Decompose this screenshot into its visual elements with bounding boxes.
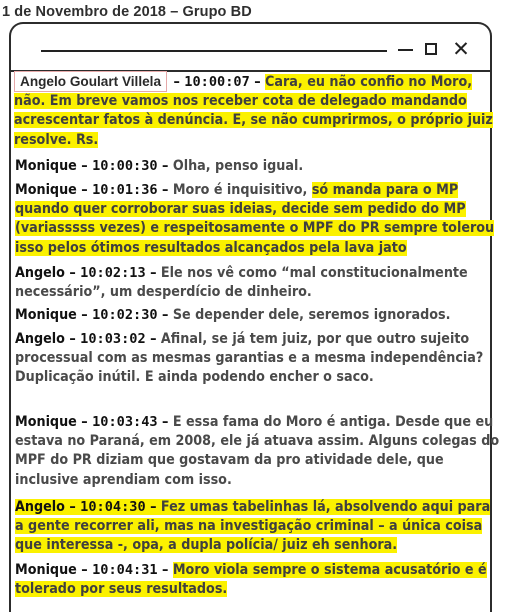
highlighted-text: Fez umas tabelinhas lá, absolvendo aqui para a gente recorrer ali, mas na investigação criminal – a única coisa que interessa -, opa, a dupla polícia/ juiz eh senhora.: [15, 499, 491, 554]
timestamp: 10:02:30: [92, 307, 158, 323]
chat-message: [15, 264, 503, 302]
sender-name: Monique: [15, 307, 77, 323]
message-text: Moro é inquisitivo,: [172, 182, 312, 198]
maximize-icon[interactable]: [421, 38, 441, 60]
separator: –: [157, 414, 173, 430]
separator: –: [64, 265, 81, 281]
separator: –: [64, 331, 81, 347]
message-text: Ele nos vê como “mal constitucionalmente necessário”, um desperdício de dinheiro.: [15, 265, 468, 301]
separator: –: [157, 182, 173, 198]
page-header: 1 de Novembro de 2018 – Grupo BD: [2, 4, 252, 20]
chat-message: [15, 330, 503, 388]
timestamp: 10:03:43: [92, 414, 158, 430]
timestamp: 10:03:02: [80, 331, 146, 347]
chat-message: [15, 181, 503, 258]
message-text: Afinal, se já tem juiz, por que outro sujeito processual com as mesmas garantias e a mesma independência? Duplicação inútil. E ainda podendo encher o saco.: [15, 331, 484, 386]
separator: –: [145, 331, 161, 347]
separator: –: [76, 414, 93, 430]
separator: –: [169, 74, 185, 90]
chat-message: [14, 71, 502, 150]
highlighted-text: só manda para o MP quando quer corroborar suas ideias, decide sem pedido do MP (variasssss vezes) e respeitosamente o MPF do PR sempre tolerou isso pelos ótimos resultados alcançados pela lava jato: [15, 182, 495, 256]
separator: –: [145, 499, 161, 515]
separator: –: [145, 265, 161, 281]
separator: –: [76, 158, 93, 174]
message-text: Olha, penso igual.: [172, 158, 304, 174]
timestamp: 10:04:31: [92, 562, 158, 578]
chat-message: [15, 413, 503, 490]
sender-name: Monique: [15, 414, 77, 430]
highlighted-text: Cara, eu não confio no Moro, não. Em breve vamos nos receber cota de delegado mandando acrescentar fatos à denúncia. E, se não cumprirmos, o próprio juiz resolve. Rs.: [14, 74, 493, 148]
close-icon[interactable]: ✕: [452, 36, 470, 61]
timestamp: 10:00:07: [184, 74, 250, 90]
sender-name: Monique: [15, 562, 77, 578]
highlighted-text: Moro viola sempre o sistema acusatório e é tolerado por seus resultados.: [15, 562, 487, 598]
sender-name: Monique: [15, 182, 77, 198]
message-text: Se depender dele, seremos ignorados.: [172, 307, 451, 323]
titlebar-bar: [41, 50, 387, 52]
timestamp: 10:04:30: [80, 499, 146, 515]
separator: –: [157, 307, 173, 323]
sender-name-box: Angelo Goulart Villela: [14, 71, 167, 92]
chat-message: [15, 157, 503, 176]
sender-name: Monique: [15, 158, 77, 174]
sender-name: Angelo: [15, 331, 65, 347]
separator: –: [157, 562, 173, 578]
timestamp: 10:02:13: [80, 265, 146, 281]
message-text: E essa fama do Moro é antiga. Desde que eu estava no Paraná, em 2008, ele já atuava assim. Alguns colegas do MPF do PR diziam que gostavam da pro atividade dele, que inclusive aprendiam com isso.: [15, 414, 500, 488]
separator: –: [249, 74, 266, 90]
timestamp: 10:01:36: [92, 182, 158, 198]
separator: –: [76, 307, 93, 323]
separator: –: [64, 499, 81, 515]
chat-message: [15, 498, 503, 556]
minimize-icon[interactable]: [395, 38, 415, 60]
separator: –: [157, 158, 173, 174]
sender-name: Angelo: [15, 499, 65, 515]
chat-message: [15, 306, 503, 325]
timestamp: 10:00:30: [92, 158, 158, 174]
separator: –: [76, 562, 93, 578]
sender-name: Angelo: [15, 265, 65, 281]
separator: –: [76, 182, 93, 198]
chat-message: [15, 561, 503, 599]
